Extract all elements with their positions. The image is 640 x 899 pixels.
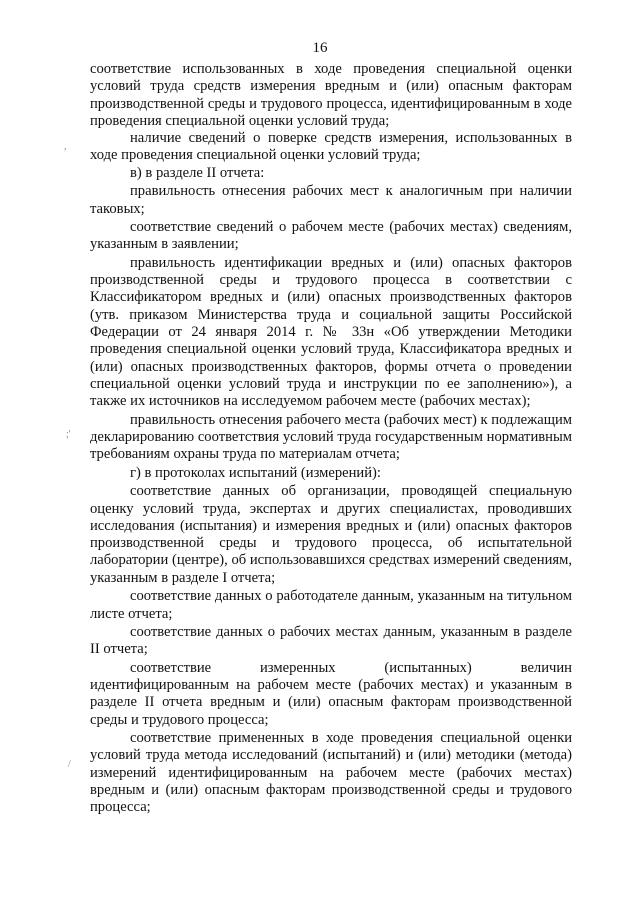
paragraph: наличие сведений о поверке средств измерения, использованных в ходе проведения специальной оценки условий труда; bbox=[90, 130, 572, 164]
section-heading-v: в) в разделе II отчета: bbox=[130, 164, 265, 181]
page-number: 16 bbox=[312, 40, 328, 56]
scan-mark: , bbox=[64, 141, 67, 152]
scan-mark: ;' bbox=[66, 429, 71, 440]
paragraph: соответствие использованных в ходе проведения специальной оценки условий труда средств измерения вредным и (или) опасным факторам производственной среды и трудового процесса, идентифицированным в ходе проведения специальной оценки условий труда; bbox=[90, 61, 572, 129]
paragraph: соответствие сведений о рабочем месте (рабочих местах) сведениям, указанным в заявлении; bbox=[90, 219, 572, 253]
document-body bbox=[90, 61, 572, 817]
paragraph: соответствие данных об организации, проводящей специальную оценку условий труда, экспертах и других специалистах, проводивших исследования (испытания) и измерения вредных и (или) опасных факторов производственной среды и трудового процесса, об испытательной лаборатории (центре), об использовавшихся средствах измерений сведениям, указанным в разделе I отчета; bbox=[90, 483, 572, 586]
scan-mark: / bbox=[68, 759, 71, 770]
paragraph: правильность идентификации вредных и (или) опасных факторов производственной среды и трудового процесса в соответствии с Классификатором вредных и (или) опасных производственных факторов (утв. приказом Министерства труда и социальной защиты Российской Федерации от 24 января 2014 г. № 33н «Об утверждении Методики проведения специальной оценки условий труда, Классификатора вредных и (или) опасных производственных факторов, формы отчета о проведении специальной оценки условий труда и инструкции по ее заполнению»), а также их источников на исследуемом рабочем месте (рабочих местах); bbox=[90, 254, 572, 410]
paragraph: соответствие измеренных (испытанных) величин идентифицированным на рабочем месте (рабочих местах) и указанным в разделе II отчета вредным и (или) опасным факторам производственной среды и трудового процесса; bbox=[90, 659, 572, 728]
paragraph: правильность отнесения рабочих мест к аналогичным при наличии таковых; bbox=[90, 183, 572, 217]
paragraph: соответствие примененных в ходе проведения специальной оценки условий труда метода исследований (испытаний) и (или) методики (метода) измерений идентифицированным на рабочем месте (рабочих местах) вредным и (или) опасным факторам производственной среды и трудового процесса; bbox=[90, 730, 572, 816]
paragraph: правильность отнесения рабочего места (рабочих мест) к подлежащим декларированию соответствия условий труда государственным нормативным требованиям охраны труда по материалам отчета; bbox=[90, 411, 572, 463]
section-heading-g: г) в протоколах испытаний (измерений): bbox=[130, 464, 381, 481]
paragraph: соответствие данных о рабочих местах данным, указанным в разделе II отчета; bbox=[90, 624, 572, 658]
paragraph: соответствие данных о работодателе данным, указанным на титульном листе отчета; bbox=[90, 588, 572, 622]
